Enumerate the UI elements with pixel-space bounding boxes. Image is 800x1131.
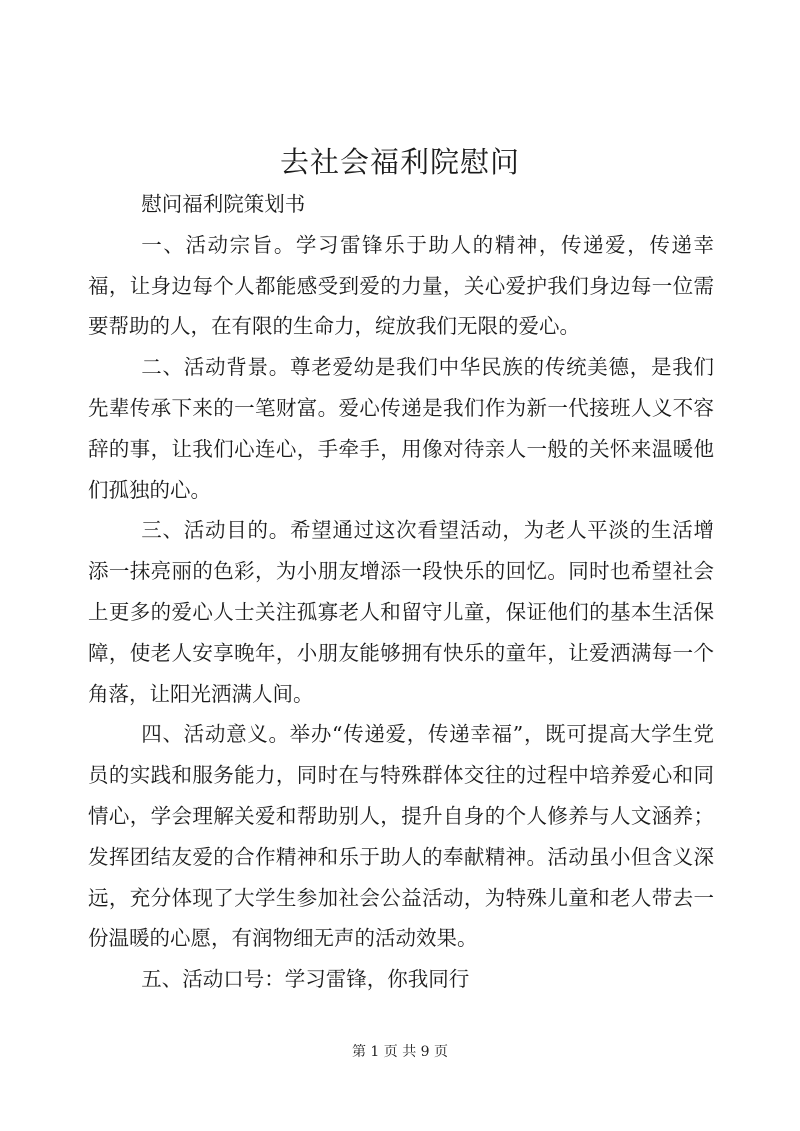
paragraph-goal: 三、活动目的。希望通过这次看望活动，为老人平淡的生活增添一抹亮丽的色彩，为小朋友增添一段快乐的回忆。同时也希望社会上更多的爱心人士关注孤寡老人和留守儿童，保证他们的基本生活保障，使老人安享晚年，小朋友能够拥有快乐的童年，让爱洒满每一个角落，让阳光洒满人间。 — [88, 518, 714, 706]
paragraph-slogan: 五、活动口号：学习雷锋，你我同行 — [141, 967, 470, 992]
document-title: 去社会福利院慰问 — [279, 145, 520, 179]
document-body — [88, 184, 714, 1000]
paragraph-significance: 四、活动意义。举办“传递爱，传递幸福”，既可提高大学生党员的实践和服务能力，同时在与特殊群体交往的过程中培养爱心和同情心，学会理解关爱和帮助别人，提升自身的个人修养与人文涵养；发挥团结友爱的合作精神和乐于助人的奉献精神。活动虽小但含义深远，充分体现了大学生参加社会公益活动，为特殊儿童和老人带去一份温暖的心愿，有润物细无声的活动效果。 — [88, 722, 714, 951]
paragraph-purpose: 一、活动宗旨。学习雷锋乐于助人的精神，传递爱，传递幸福，让身边每个人都能感受到爱的力量，关心爱护我们身边每一位需要帮助的人，在有限的生命力，绽放我们无限的爱心。 — [88, 232, 714, 339]
paragraph-subtitle: 慰问福利院策划书 — [141, 192, 306, 216]
page-number-footer: 第 1 页 共 9 页 — [351, 1044, 449, 1060]
paragraph-background: 二、活动背景。尊老爱幼是我们中华民族的传统美德，是我们先辈传承下来的一笔财富。爱心传递是我们作为新一代接班人义不容辞的事，让我们心连心，手牵手，用像对待亲人一般的关怀来温暖他们孤独的心。 — [88, 355, 714, 502]
